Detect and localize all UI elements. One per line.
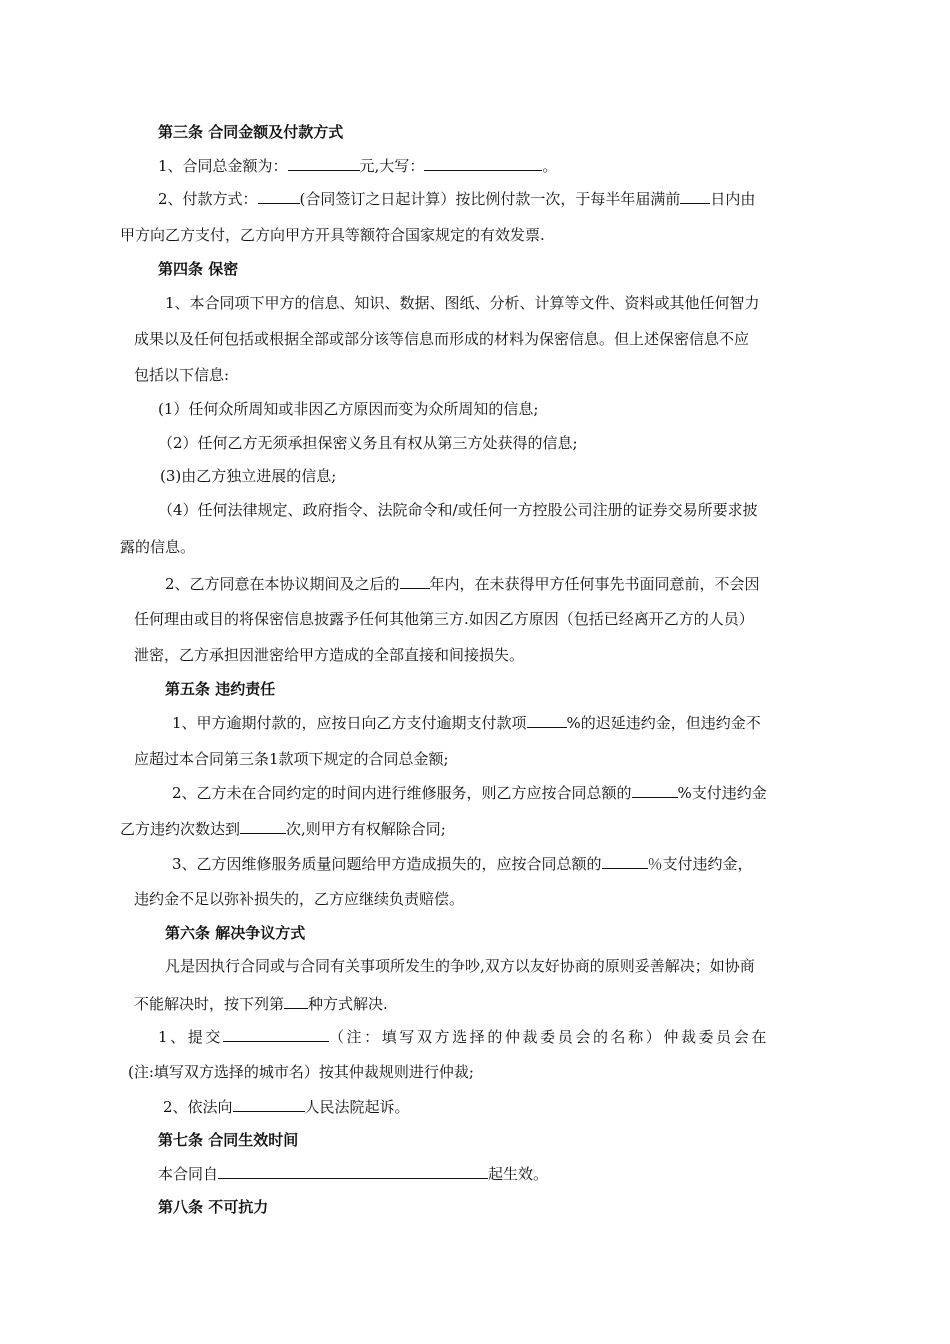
text: 人民法院起诉。 <box>304 1098 410 1116</box>
section-6-para-0-line-1: 凡是因执行合同或与合同有关事项所发生的争吵,双方以友好协商的原则妥善解决；如协商 <box>165 957 755 975</box>
blank-payment-method <box>258 188 300 204</box>
blank-arbitration-committee <box>223 1026 329 1042</box>
section-5-title: 第五条 违约责任 <box>165 680 276 698</box>
blank-effective-date <box>218 1163 488 1179</box>
section-4-para-2 <box>165 573 760 594</box>
text: 1、甲方逾期付款的，应按日向乙方支付逾期支付款项 <box>172 714 527 732</box>
blank-total-amount <box>288 155 360 171</box>
text: %的迟延违约金，但违约金不 <box>566 714 761 732</box>
text: 1、合同总金额为： <box>158 157 288 175</box>
section-4-item-1: (1）任何众所周知或非因乙方原因而变为众所周知的信息; <box>158 400 539 418</box>
blank-days <box>680 188 710 204</box>
text: (合同签订之日起计算）按比例付款一次，于每半年届满前 <box>299 190 681 208</box>
blank-late-percent <box>527 712 567 728</box>
text: （注：填写双方选择的仲裁委员会的名称）仲裁委员会在 <box>328 1028 769 1046</box>
text: 1、提交 <box>158 1028 223 1046</box>
section-6-para-1 <box>158 1026 769 1047</box>
blank-quality-percent <box>602 853 648 869</box>
section-6-para-1-line-2: (注:填写双方选择的城市名）按其仲裁规则进行仲裁; <box>128 1063 474 1081</box>
text: 日内由 <box>710 190 756 208</box>
text: ％支付违约金， <box>647 855 753 873</box>
section-5-para-2 <box>172 782 767 803</box>
text: 2、乙方未在合同约定的时间内进行维修服务，则乙方应按合同总额的 <box>172 784 632 802</box>
blank-amount-uppercase <box>424 155 542 171</box>
text: 元,大写： <box>359 157 425 175</box>
section-5-para-3 <box>172 853 753 874</box>
section-3-para-1 <box>158 155 557 176</box>
text: %支付违约金 <box>677 784 767 802</box>
section-3-para-2-line-2: 甲方向乙方支付，乙方向甲方开具等额符合国家规定的有效发票. <box>120 226 545 244</box>
text: 年内，在未获得甲方任何事先书面同意前，不会因 <box>429 575 760 593</box>
text: 不能解决时，按下列第 <box>134 995 285 1013</box>
blank-service-percent <box>632 782 678 798</box>
section-8-title: 第八条 不可抗力 <box>158 1198 269 1216</box>
section-4-para-1-line-3: 包括以下信息: <box>134 366 230 384</box>
section-6-para-2 <box>163 1096 410 1117</box>
section-5-para-3-line-2: 违约金不足以弥补损失的，乙方应继续负责赔偿。 <box>134 890 465 908</box>
text: 2、依法向 <box>163 1098 233 1116</box>
section-7-title: 第七条 合同生效时间 <box>158 1131 299 1149</box>
section-4-para-1-line-1: 1、本合同项下甲方的信息、知识、数据、图纸、分析、计算等文件、资料或其他任何智力 <box>165 294 760 312</box>
section-4-para-2-line-2: 任何理由或目的将保密信息披露予任何其他第三方.如因乙方原因（包括已经离开乙方的人员） <box>134 610 754 628</box>
text: 乙方违约次数达到 <box>120 820 241 838</box>
blank-method-number <box>284 993 308 1009</box>
text: 3、乙方因维修服务质量问题给甲方造成损失的，应按合同总额的 <box>172 855 602 873</box>
text: 。 <box>542 157 558 175</box>
section-4-item-2: （2）任何乙方无须承担保密义务且有权从第三方处获得的信息; <box>158 434 578 452</box>
section-3-para-2 <box>158 188 755 209</box>
text: 次,则甲方有权解除合同; <box>286 820 446 838</box>
text: 起生效。 <box>488 1165 549 1183</box>
section-3-title: 第三条 合同金额及付款方式 <box>158 123 344 141</box>
section-5-para-1 <box>172 712 761 733</box>
text: 种方式解决. <box>308 995 388 1013</box>
blank-court <box>233 1096 305 1112</box>
section-7-para-1 <box>158 1163 548 1184</box>
text: 2、付款方式： <box>158 190 258 208</box>
section-5-para-2-line-2 <box>120 818 446 839</box>
blank-years <box>400 573 430 589</box>
section-4-para-1-line-2: 成果以及任何包括或根据全部或部分该等信息而形成的材料为保密信息。但上述保密信息不应 <box>134 330 750 348</box>
section-4-item-4-line-2: 露的信息。 <box>120 538 196 556</box>
section-5-para-1-line-2: 应超过本合同第三条1款项下规定的合同总金额; <box>134 750 449 768</box>
text: 2、乙方同意在本协议期间及之后的 <box>165 575 400 593</box>
text: 本合同自 <box>158 1165 219 1183</box>
section-6-title: 第六条 解决争议方式 <box>165 924 306 942</box>
section-4-para-2-line-3: 泄密，乙方承担因泄密给甲方造成的全部直接和间接损失。 <box>134 646 525 664</box>
blank-violation-count <box>240 818 286 834</box>
section-4-item-3: (3)由乙方独立进展的信息; <box>160 467 337 485</box>
section-6-para-0-line-2 <box>134 993 388 1014</box>
section-4-title: 第四条 保密 <box>158 260 239 278</box>
section-4-item-4-line-1: （4）任何法律规定、政府指令、法院命令和/或任何一方控股公司注册的证券交易所要求披 <box>158 501 758 519</box>
